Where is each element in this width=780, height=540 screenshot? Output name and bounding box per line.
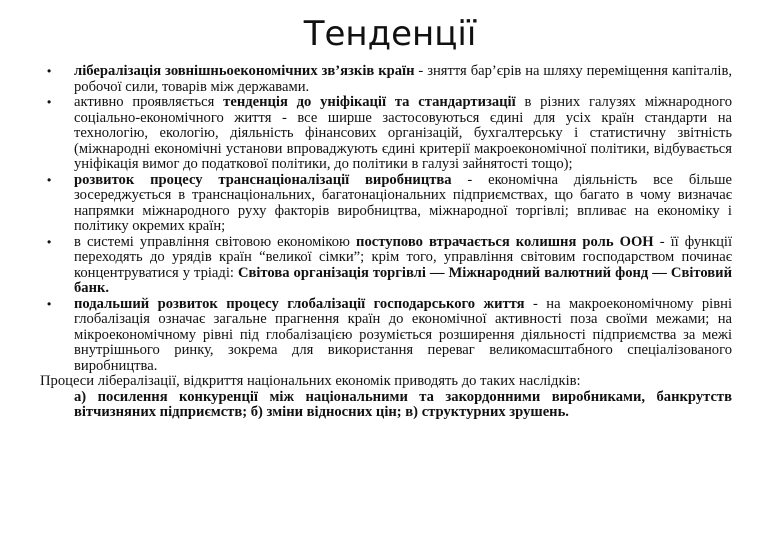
bullet-text: - її функції переходять до урядів країн “великої сімки”; крім того, управління світовим господарством починає концентруватися у тріаді:	[74, 233, 733, 281]
bullet-text: - на макроекономічному рівні глобалізація означає загальне прагнення країн до економічної активності поза своїми межами; на мікроекономічному рівні під глобалізацією розуміється розширення діяльності підприємства за межі внутрішнього ринку, зокрема для використання переваг великомасштабного спеціалізованого виробництва.	[74, 295, 732, 374]
list-item	[48, 297, 732, 375]
slide-body	[40, 63, 733, 421]
list-item	[48, 64, 732, 95]
bullet-lead: лібералізація зовнішньоекономічних зв’язків країн	[74, 63, 415, 79]
conclusion-text: Процеси лібералізації, відкриття національних економік приводять до таких наслідків:	[40, 373, 581, 389]
slide-title: Тенденції	[303, 14, 477, 54]
trends-list	[48, 64, 732, 374]
bullet-icon: •	[47, 234, 52, 249]
bullet-pre: активно проявляється	[74, 94, 224, 110]
bullet-lead: розвиток процесу транснаціоналізації виробництва	[74, 171, 452, 188]
list-item	[48, 95, 732, 173]
list-item	[48, 173, 732, 235]
bullet-text: - зняття бар’єрів на шляху переміщення капіталів, робочої сили, товарів між державами.	[74, 63, 733, 95]
list-item	[48, 235, 732, 297]
bullet-lead-secondary: Світова організація торгівлі — Міжнародний валютний фонд — Світовий банк.	[74, 264, 732, 296]
bullet-icon: •	[47, 172, 52, 187]
bullet-pre: в системі управління світовою економікою	[74, 233, 357, 250]
bullet-icon: •	[47, 296, 52, 311]
bullet-lead: подальший розвиток процесу глобалізації господарського життя	[74, 295, 525, 312]
bullet-icon: •	[47, 95, 52, 109]
effects-text: а) посилення конкуренції між національними та закордонними виробниками, банкрутств вітчизняних підприємств; б) зміни відносних цін; в) структурних зрушень.	[74, 388, 732, 420]
bullet-lead: тенденція до уніфікації та стандартизації	[223, 94, 516, 110]
bullet-lead: поступово втрачається колишня роль ООН	[356, 233, 654, 250]
bullet-text: - економічна діяльність все більше зосереджується в транснаціональних, багатонаціональних підприємствах, що багато в чому визначає напрямки міжнародного руху факторів виробництва, міжнародної торгівлі; впливає на економіку і політику окремих країн;	[74, 171, 732, 234]
bullet-icon: •	[47, 64, 52, 78]
bullet-text: в різних галузях міжнародного соціально-економічного життя - все ширше застосовуються єдині для усіх країн стандарти на технологію, екологію, діяльність фінансових організацій, бухгалтерську і статистичну звітність (міжнародні економічні установи впроваджують єдині критерії макроекономічної політики, відбувається уніфікація вимог до податкової політики, до політики в галузі зайнятості тощо);	[74, 94, 732, 172]
